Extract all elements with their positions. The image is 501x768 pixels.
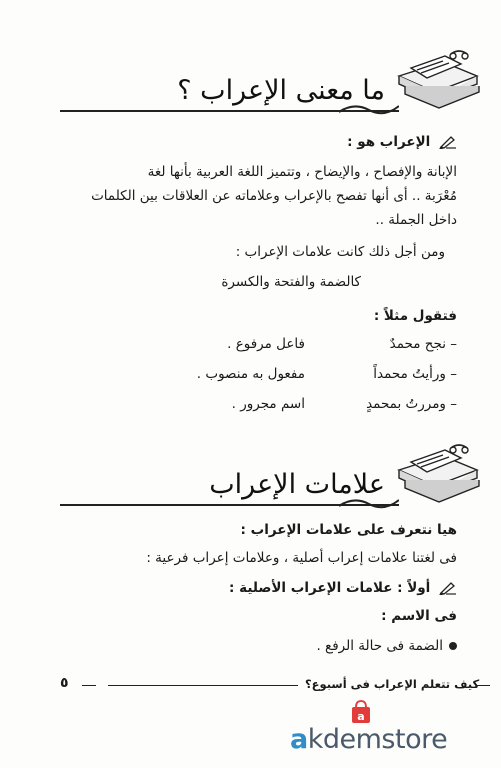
bullet-text: الضمة فى حالة الرفع . xyxy=(316,638,443,654)
bullet-item xyxy=(316,636,457,656)
akdemstore-logo xyxy=(290,700,450,760)
brand-name xyxy=(290,724,447,755)
example-analysis-1: فاعل مرفوع . xyxy=(227,336,305,352)
paragraph-line-3: داخل الجملة .. xyxy=(375,212,457,228)
footer-dash-right xyxy=(476,685,490,686)
page-footer xyxy=(60,675,490,695)
section-header-marks xyxy=(60,440,495,510)
first-label-row xyxy=(229,578,457,598)
marks-intro-line: هيا نتعرف على علامات الإعراب : xyxy=(240,522,457,538)
example-label: فتقول مثلاً : xyxy=(373,308,457,324)
example-analysis-2: مفعول به منصوب . xyxy=(196,366,305,382)
bag-glyph: a xyxy=(357,710,365,723)
definition-label: الإعراب هو : xyxy=(347,134,431,150)
definition-label-row xyxy=(347,132,457,152)
example-sentence-2: – ورأيتُ محمداً xyxy=(373,366,457,382)
intro-line: ومن أجل ذلك كانت علامات الإعراب : xyxy=(235,244,445,260)
shopping-bag-icon xyxy=(350,700,372,724)
footer-rule xyxy=(108,685,298,686)
pen-icon xyxy=(439,135,457,149)
section-title-meaning: ما معنى الإعراب ؟ xyxy=(177,75,385,106)
paragraph-line-1: الإبانة والإفصاح ، والإيضاح ، وتتميز اللغة العربية بأنها لغة xyxy=(147,164,457,180)
brand-name-rest: kdemstore xyxy=(307,724,448,755)
pen-icon xyxy=(439,581,457,595)
paragraph-line-2: مُعْرَبة .. أى أنها تفصح بالإعراب وعلاماته عن العلاقات بين الكلمات xyxy=(91,188,457,204)
noun-label: فى الاسم : xyxy=(381,608,457,624)
example-analysis-3: اسم مجرور . xyxy=(231,396,305,412)
marks-types-line: فى لغتنا علامات إعراب أصلية ، وعلامات إعراب فرعية : xyxy=(146,550,457,566)
wave-ornament xyxy=(339,102,399,116)
books-icon xyxy=(391,46,483,112)
example-sentence-1: – نجح محمدٌ xyxy=(389,336,457,352)
wave-ornament xyxy=(339,496,399,510)
section-title-marks: علامات الإعراب xyxy=(209,469,385,500)
books-icon xyxy=(391,440,483,506)
bullet-dot xyxy=(449,642,457,650)
footer-book-title: كيف تتعلم الإعراب فى أسبوع؟ xyxy=(305,677,480,691)
page-number: ٥ xyxy=(60,675,69,691)
example-sentence-3: – ومررتُ بمحمدٍ xyxy=(366,396,457,412)
footer-dash-left xyxy=(82,685,96,686)
brand-name-a: a xyxy=(290,724,308,755)
marks-line: كالضمة والفتحة والكسرة xyxy=(221,274,361,290)
section-header-meaning xyxy=(60,46,495,116)
first-label: أولاً : علامات الإعراب الأصلية : xyxy=(229,580,431,596)
